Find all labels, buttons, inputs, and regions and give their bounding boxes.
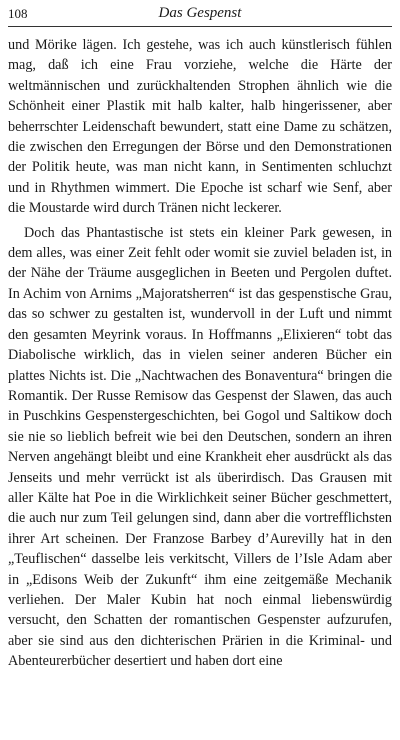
book-page	[8, 4, 392, 672]
paragraph-1: und Mörike lägen. Ich gestehe, was ich auch künstlerisch fühlen mag, daß ich eine Frau vorziehe, welche die Härte der weltmännischen und zurückhaltenden Strophen ähnlich wie die Schönheit einer Plastik mit halb kalter, halb hingerissener, aber beherrschter Leidenschaft bewundert, statt eine Dame zu schätzen, die zwischen den Erregungen der Börse und den Demonstrationen der Politik heute, was man nicht kann, in Sentimenten schluchzt und in Rhythmen wimmert. Die Epoche ist scharf wie Senf, aber die Moustarde wird durch Tränen nicht leckerer.	[8, 37, 392, 217]
paragraph-2: Doch das Phantastische ist stets ein kleiner Park gewesen, in dem alles, was einer Zeit fehlt oder womit sie zuviel beladen ist, in der Nähe der Träume ausgeglichen in Beeten und Pergolen duftet. In Achim von Arnims „Majoratsherren“ ist das gespenstische Grau, das so schwer zu gestalten ist, wundervoll in der Luft und nimmt den gesamten Meyrink voraus. In Hoffmanns „Elixieren“ tobt das Diabolische wirklich, das in vielen seiner anderen Bücher ein plattes Nichts ist. Die „Nachtwachen des Bonaventura“ bringen die Romantik. Der Russe Remisow das Gespenst der Slawen, das auch in Puschkins Gespenstergeschichten, bei Gogol und Saltikow doch sie nie so lieblich befreit wie bei den Deutschen, sondern an ihren Nerven angehängt bleibt und eine Krankheit eher ausdrückt als das Jenseits und mehr verrückt ist als überirdisch. Das Grausen mit aller Kälte hat Poe in die Wirklichkeit seiner Bücher geschmettert, die auch nur zum Teil gelungen sind, dann aber die vortrefflichsten ihrer Art scheinen. Der Franzose Barbey d’Aurevilly hat in den „Teuflischen“ dasselbe leis verkitscht, Villers de l’Isle Adam aber in „Edisons Weib der Zukunft“ ihm eine zeitgemäße Mechanik verliehen. Der Maler Kubin hat noch einmal liebenswürdig versucht, den Schatten der romantischen Gespenster aufzurufen, aber sie sind aus den dichterischen Prärien in die Kriminal- und Abenteurerbücher desertiert und haben dort eine	[8, 224, 392, 670]
running-title: Das Gespenst	[158, 5, 242, 21]
body-text	[8, 35, 392, 672]
page-header	[8, 4, 392, 27]
page-number: 108	[8, 6, 28, 21]
